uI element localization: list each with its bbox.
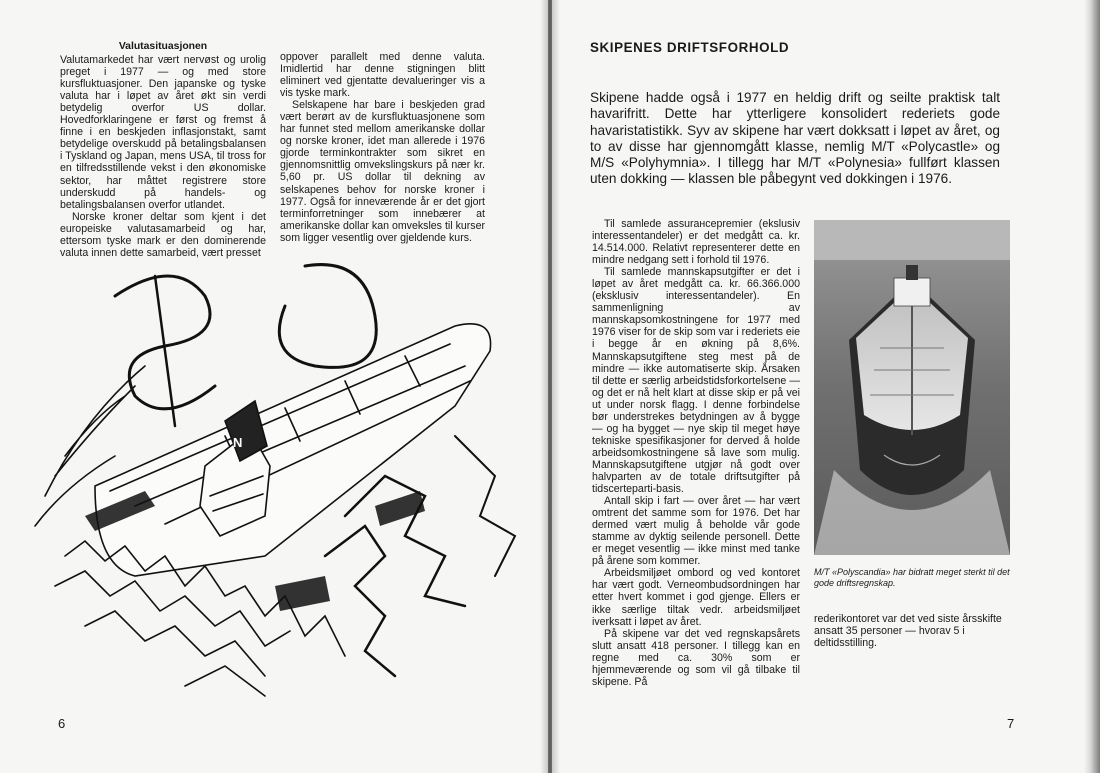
paragraph: Til samlede assurансepremier (ekslusiv interessentandeler) er det medgått ca. kr. 14.514.000. Relativt representerer dette en mindre nedgang sett i forhold til 1976. (592, 218, 800, 267)
left-page (0, 0, 548, 773)
paragraph: Arbeidsmiljøet ombord og ved kontoret har vært godt. Verneombudsordningen har etter hvert kommet i god gjenge. Ellers er ikke særlige tiltak vedr. arbeidsmiljøet iverksatt i løpet av året. (592, 567, 800, 628)
paragraph: På skipene var det ved regnskapsårets slutt ansatt 418 personer. I tillegg kan en regne med ca. 30% som er hjemmeværende og som vil gå tilbake til skipene. På (592, 627, 800, 688)
tanker-sketch-illustration (25, 256, 535, 706)
office-staff-note (814, 613, 1014, 649)
page-number: 6 (58, 716, 66, 731)
photo-caption: M/T «Polyscandia» har bidratt meget sterkt til det gode driftsregnskap. (814, 567, 1010, 588)
paragraph: Antall skip i fart — over året — har vært omtrent det samme som for 1976. Det har dermed vært mulig å beholde vår gode stamme av dyktig seilende personell. Dette er meget vesentlig — ikke minst med tanke på årene som kommer. (592, 495, 800, 568)
book-gutter (540, 0, 560, 773)
paragraph: Valutamarkedet har vært nervøst og urolig preget i 1977 — og med store kursfluktuasjoner. Den japanske og tyske valuta har i løpet av året økt sin verdi betydelig overfor US dollar. Hovedforklaringene er først og fremst å finne i en beskjeden inflasjonstakt, samt betydelige overskudd på betalingsbalansen i Tyskland og Japan, mens USA, til tross for en tilfredsstillende vekst i den økonomiske sektor, har måttet registrere store underskudd på handels- og betalingsbalansen overfor utlandet. (60, 54, 266, 211)
valuta-column-1 (60, 41, 266, 259)
paragraph: rederikontoret var det ved siste årsskifte ansatt 35 personer — hvorav 5 i deltidsstilling. (814, 613, 1002, 650)
paragraph: Selskapene har bare i beskjeden grad vært berørt av de kursfluktuasjonene som har funnet sted mellom amerikanske dollar og norske kroner, idet man allerede i 1976 gjorde terminkontrakter som sikret en gjennomsnittlig omvekslingskurs på nær kr. 5,60 pr. US dollar til dekning av selskapenes behov for norske kroner i 1977. Også for inneværende år er det gjort terminforretninger som innebærer at amerikanske dollar kan omveksles til kurser som ligger vesentlig over gjeldende kurs. (280, 99, 485, 244)
page-edge-shadow (1084, 0, 1100, 773)
paragraph: Til samlede mannskapsutgifter er det i løpet av året medgått ca. kr. 66.366.000 (eksklusiv interessentandeler). En sammenligning av mannskapsomkostningene for 1977 med 1976 viser for de skip som var i rederiets eie i begge år en økning på 8,6%. Mannskapsutgiftene steg mest på de mindre — ikke automatiserte skip. Årsaken til dette er særlig arbeidstidsforkortelsene — og det er nå helt klart at disse skip er på vei ut under norsk flagg. I denne forbindelse bør understrekes betydningen av å bygge — og ha bygget — nye skip til meget høye tekniske spesifikasjoner for derved å holde arbeidsomkostningene så lave som mulig. Mannskapsutgiftene utgjør nå godt over halvparten av de totale driftsutgifter på tidscerteparti-basis. (592, 266, 800, 496)
paragraph: Norske kroner deltar som kjent i det europeiske valutasamarbeid og har, ettersom tyske mark er den dominerende valuta innen dette samarbeid, vært presset (60, 210, 266, 259)
section-heading: Valutasituasjonen (118, 41, 208, 52)
tanker-photo (814, 220, 1010, 555)
page-number: 7 (1007, 716, 1015, 731)
paragraph: oppover parallelt med denne valuta. Imidlertid har denne stigningen blitt eliminert ved gjentatte devalueringer vis a vis tyske mark. (280, 51, 485, 100)
operations-column (592, 218, 800, 688)
valuta-column-2 (280, 51, 485, 244)
right-page (552, 0, 1100, 773)
section-heading: SKIPENES DRIFTSFORHOLD (590, 40, 790, 55)
lead-text: Skipene hadde også i 1977 en heldig drift og seilte praktisk talt havarifritt. Dette har ytterligere konsolidert rederiets gode havaristatistikk. Syv av skipene har vært dokksatt i løpet av året, og to av disse har gjennomgått klasse, nemlig M/T «Polycastle» og M/S «Polyhymnia». I tillegg har M/T «Polynesia» fullført klassen uten dokking — klassen ble påbegynt ved dokkingen i 1976. (590, 90, 1000, 187)
lead-paragraph (590, 90, 1000, 188)
logo-letter: N (233, 435, 243, 450)
